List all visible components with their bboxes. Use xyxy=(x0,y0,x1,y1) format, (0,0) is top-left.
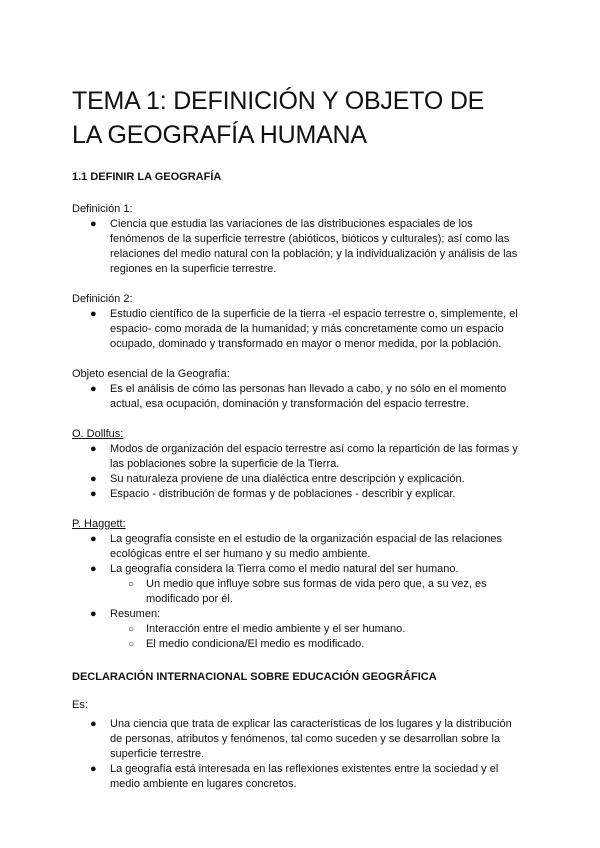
bullet-icon: ● xyxy=(90,473,97,485)
bullet-icon: ● xyxy=(90,488,97,500)
section-heading-2: DECLARACIÓN INTERNACIONAL SOBRE EDUCACIÓN GEOGRÁFICA xyxy=(72,671,437,683)
circle-bullet-icon: ○ xyxy=(128,579,135,590)
sub-list xyxy=(110,622,524,652)
bullet-icon: ● xyxy=(90,383,97,395)
list-item: ● Estudio científico de la superficie de la tierra -el espacio terrestre o, simplemente, el espacio- como morada de la humanidad; y más concretamente como un espacio ocupado, dominado y transformado en mayor o menor medida, por la población. xyxy=(90,308,518,350)
objeto-list xyxy=(72,382,524,412)
haggett-section xyxy=(72,517,524,652)
bullet-icon: ● xyxy=(90,608,97,620)
list-item: ● La geografía consiste en el estudio de la organización espacial de las relaciones ecológicas entre el ser humano y su medio ambiente. xyxy=(90,533,502,560)
sub-list xyxy=(110,577,524,607)
definition-1 xyxy=(72,202,524,277)
title-line-1: TEMA 1: DEFINICIÓN Y OBJETO DE xyxy=(72,87,485,115)
definition-2 xyxy=(72,292,524,352)
list-item: ● Una ciencia que trata de explicar las características de los lugares y la distribución de personas, atributos y fenómenos, tal como suceden y se desarrollan sobre la superficie terrestre. xyxy=(90,718,512,760)
dollfus-list xyxy=(72,442,524,502)
list-item: ● Espacio - distribución de formas y de poblaciones - describir y explicar. xyxy=(90,488,456,500)
title-line-2: LA GEOGRAFÍA HUMANA xyxy=(72,121,367,149)
definition-2-list xyxy=(72,307,524,352)
bullet-icon: ● xyxy=(90,763,97,775)
bullet-icon: ● xyxy=(90,563,97,575)
dollfus-label: O. Dollfus: xyxy=(72,428,124,440)
list-item: ● La geografía considera la Tierra como el medio natural del ser humano. ○ Un medio que influye sobre sus formas de vida pero que, a su vez, es modificado por él. xyxy=(72,562,524,607)
list-item: ● La geografía está interesada en las reflexiones existentes entre la sociedad y el medio ambiente en lugares concretos. xyxy=(90,763,499,790)
es-list xyxy=(72,717,524,792)
sub-list-item: ○ Un medio que influye sobre sus formas de vida pero que, a su vez, es modificado por él. xyxy=(128,578,487,605)
section-heading-1: 1.1 DEFINIR LA GEOGRAFÍA xyxy=(72,171,222,183)
page-title xyxy=(72,84,524,152)
bullet-icon: ● xyxy=(90,533,97,545)
list-item: ● Modos de organización del espacio terrestre así como la repartición de las formas y las poblaciones sobre la superficie de la Tierra. xyxy=(90,443,518,470)
sub-list-item: ○ Interacción entre el medio ambiente y el ser humano. xyxy=(128,623,406,635)
objeto-label: Objeto esencial de la Geografía: xyxy=(72,368,230,380)
es-label: Es: xyxy=(72,699,88,711)
circle-bullet-icon: ○ xyxy=(128,639,135,650)
list-item: ● Es el análisis de cómo las personas han llevado a cabo, y no sólo en el momento actual, esa ocupación, dominación y transformación del espacio terrestre. xyxy=(90,383,507,410)
definition-1-list xyxy=(72,217,524,277)
es-section xyxy=(72,698,524,792)
bullet-icon: ● xyxy=(90,718,97,730)
definition-1-label: Definición 1: xyxy=(72,203,133,215)
bullet-icon: ● xyxy=(90,308,97,320)
bullet-icon: ● xyxy=(90,218,97,230)
haggett-list xyxy=(72,532,524,652)
dollfus-section xyxy=(72,427,524,502)
sub-list-item: ○ El medio condiciona/El medio es modificado. xyxy=(128,638,365,650)
definition-2-label: Definición 2: xyxy=(72,293,133,305)
objeto-esencial xyxy=(72,367,524,412)
list-item: ● Su naturaleza proviene de una dialéctica entre descripción y explicación. xyxy=(90,473,465,485)
list-item: ● Resumen: ○ Interacción entre el medio ambiente y el ser humano. ○ El medio condiciona/El medio es modificado. xyxy=(72,607,524,652)
document-page xyxy=(72,84,524,807)
haggett-label: P. Haggett: xyxy=(72,518,126,530)
circle-bullet-icon: ○ xyxy=(128,624,135,635)
list-item: ● Ciencia que estudia las variaciones de las distribuciones espaciales de los fenómenos de la superficie terrestre (abióticos, bióticos y culturales); así como las relaciones del medio natural con la población; y la individualización y análisis de las regiones en la superficie terrestre. xyxy=(90,218,518,275)
bullet-icon: ● xyxy=(90,443,97,455)
